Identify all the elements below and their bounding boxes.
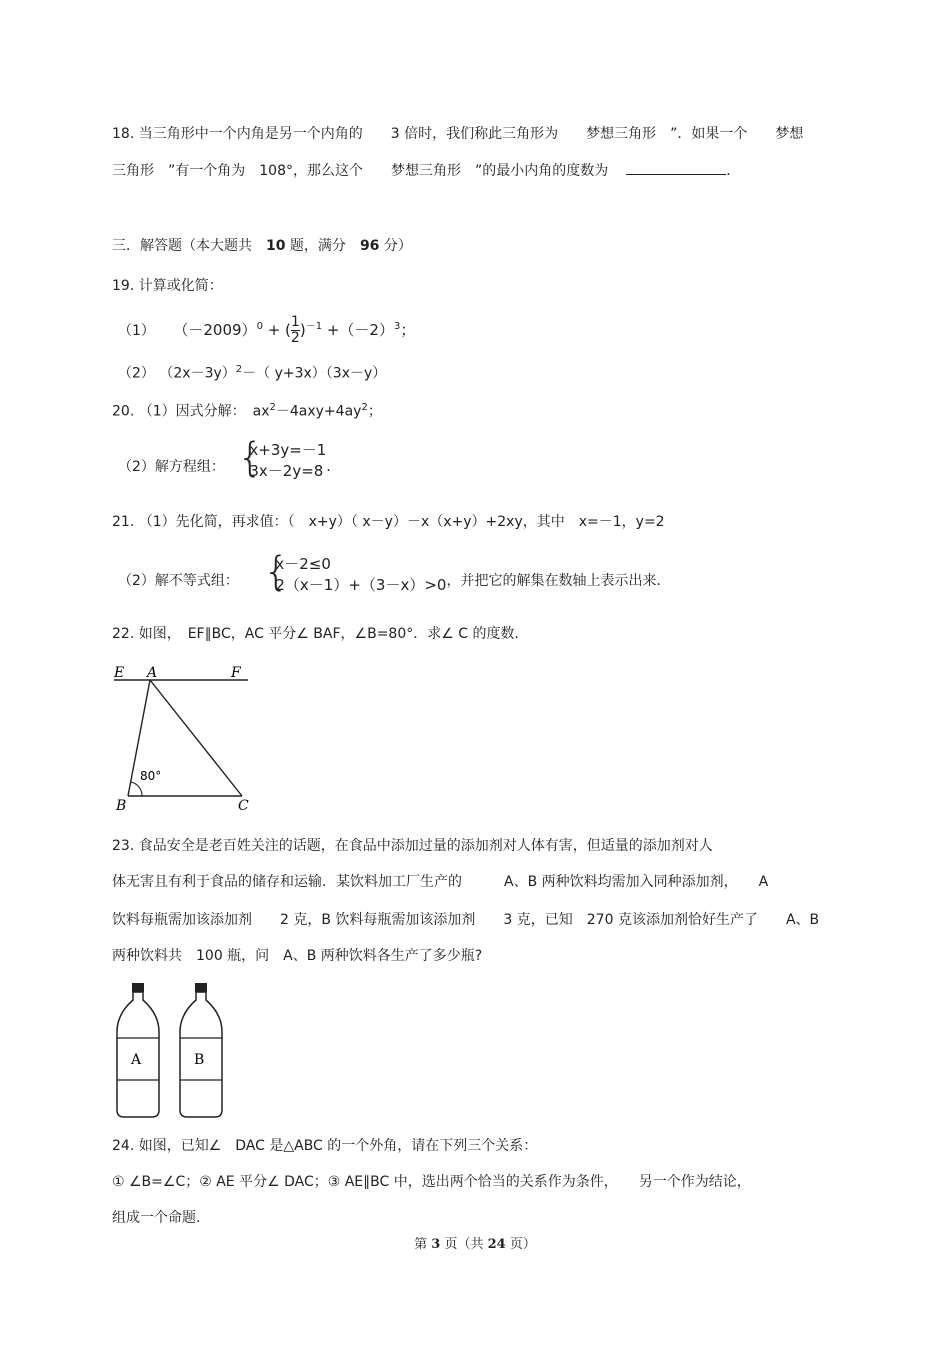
q18-line2-text: 三角形 ”有一个角为 108°，那么这个 梦想三角形 ”的最小内角的度数为: [112, 163, 609, 179]
triangle-figure: [110, 660, 260, 816]
q19-p1-d-exp: 3: [393, 321, 401, 332]
q23-line3: 饮料每瓶需加该添加剂 2 克，B 饮料每瓶需加该添加剂 3 克，已知 270 克该添加剂恰好生产了 A、B: [112, 912, 820, 928]
section-3-heading: [112, 236, 412, 256]
q19-p1-a-exp: 0: [256, 321, 263, 332]
footer-mid: 页（共: [440, 1237, 488, 1252]
q24-line1: 24. 如图，已知∠ DAC 是△ABC 的一个外角，请在下列三个关系：: [112, 1138, 538, 1154]
q19-part1: [118, 310, 415, 348]
bottles-figure: [112, 980, 232, 1122]
q23-line4: 两种饮料共 100 瓶，问 A、B 两种饮料各生产了多少瓶?: [112, 948, 483, 964]
q19-p1-expr: [173, 314, 416, 346]
label-f: F: [231, 665, 241, 681]
q20-p1-exp1: 2: [269, 402, 276, 413]
q20-p2-label: （2）解方程组：: [118, 459, 225, 475]
q19-fraction: [291, 315, 300, 346]
q21-part1: 21. （1）先化简，再求值：（ x+y）（ x－y）－x（x+y）+2xy，其中 x=－1，y=2: [112, 514, 665, 530]
q18-line2: [112, 160, 740, 181]
q19-p2-label: （2）: [118, 365, 155, 382]
angle-80-label: 80°: [140, 769, 162, 783]
q21-part2: [118, 549, 671, 608]
section-3-score: 96: [359, 238, 380, 254]
q20-p1-pre: 20. （1）因式分解： ax: [112, 403, 270, 420]
section-3-post: 分）: [379, 238, 412, 254]
brace-icon: {: [237, 435, 263, 481]
q18-line1: 18. 当三角形中一个内角是另一个内角的 3 倍时，我们称此三角形为 梦想三角形 ”．如果一个 梦想: [112, 126, 804, 142]
q19-frac-den: 2: [290, 330, 300, 346]
page-footer: [0, 1233, 950, 1252]
bottle-b-label: B: [194, 1052, 205, 1068]
equation-2: 3x－2y=8: [249, 462, 324, 480]
q19-p2-a: （2x－3y）: [159, 365, 236, 382]
equation-1: x+3y=－1: [249, 441, 327, 459]
q19-p1-c: ): [299, 321, 306, 339]
page-number: 3: [431, 1237, 441, 1252]
footer-pre: 第: [414, 1237, 432, 1252]
q19-p1-d: +（－2）: [326, 321, 394, 339]
side-ac: [150, 680, 242, 796]
q24-line3: 组成一个命题．: [112, 1210, 210, 1226]
q23-line1: 23. 食品安全是老百姓关注的话题，在食品中添加过量的添加剂对人体有害，但适量的添加剂对人: [112, 838, 713, 854]
inequality-2: 2（x－1）+（3－x）>0: [275, 576, 447, 594]
angle-b-arc: [131, 782, 142, 796]
section-3-count: 10: [266, 238, 286, 254]
brace-icon: {: [263, 549, 289, 595]
footer-post: 页）: [505, 1237, 536, 1252]
q22-text: 22. 如图， EF∥BC，AC 平分∠ BAF，∠B=80°．求∠ C 的度数．: [112, 626, 529, 642]
section-3-mid: 题，满分: [285, 238, 360, 254]
page-total: 24: [487, 1237, 506, 1252]
bottle-b-icon: [180, 983, 222, 1117]
q19-part2: [118, 360, 386, 384]
q20-part2: [118, 435, 341, 494]
q19-p1-end: ；: [400, 321, 416, 339]
q24-line2: ① ∠B=∠C；② AE 平分∠ DAC；③ AE∥BC 中，选出两个恰当的关系作为条件， 另一个作为结论，: [112, 1174, 751, 1190]
section-3-pre: 三．解答题（本大题共: [112, 238, 266, 254]
q23-line2: 体无害且有利于食品的储存和运输．某饮料加工厂生产的 A、B 两种饮料均需加入同种添加剂， A: [112, 874, 769, 890]
inequality-system: [263, 549, 447, 608]
q19-frac-num: 1: [290, 314, 300, 330]
q20-p1-mid: －4axy+4ay: [275, 403, 362, 420]
q19-p2-b: －（ y+3x）（3x－y）: [242, 365, 387, 382]
inequality-rows: [275, 554, 446, 596]
label-c: C: [238, 798, 249, 814]
q21-p2-end: ，并把它的解集在数轴上表示出来．: [446, 573, 671, 589]
bottle-a-label: A: [131, 1052, 142, 1068]
q19-p1-b: + (: [267, 321, 291, 339]
q20-p1-exp2: 2: [361, 402, 368, 413]
q21-p2-label: （2）解不等式组：: [118, 573, 239, 589]
q19-p1-label: （1）: [118, 323, 155, 339]
q19-p2-a-exp: 2: [235, 364, 243, 375]
q19-p1-a: （－2009）: [173, 321, 257, 339]
bottle-a-icon: [117, 983, 159, 1117]
q18-end: ．: [726, 163, 741, 179]
equation-system: [237, 435, 327, 494]
q20-part1: [112, 398, 382, 422]
answer-blank: [626, 160, 726, 175]
q20-p2-end: ．: [326, 459, 341, 475]
inequality-1: x－2≤0: [275, 555, 331, 573]
label-e: E: [114, 665, 125, 681]
q19-p1-c-exp: －1: [305, 321, 323, 332]
label-b: B: [116, 798, 127, 814]
q19-title: 19. 计算或化简：: [112, 278, 223, 294]
q20-p1-end: ；: [367, 403, 382, 420]
label-a: A: [147, 665, 158, 681]
